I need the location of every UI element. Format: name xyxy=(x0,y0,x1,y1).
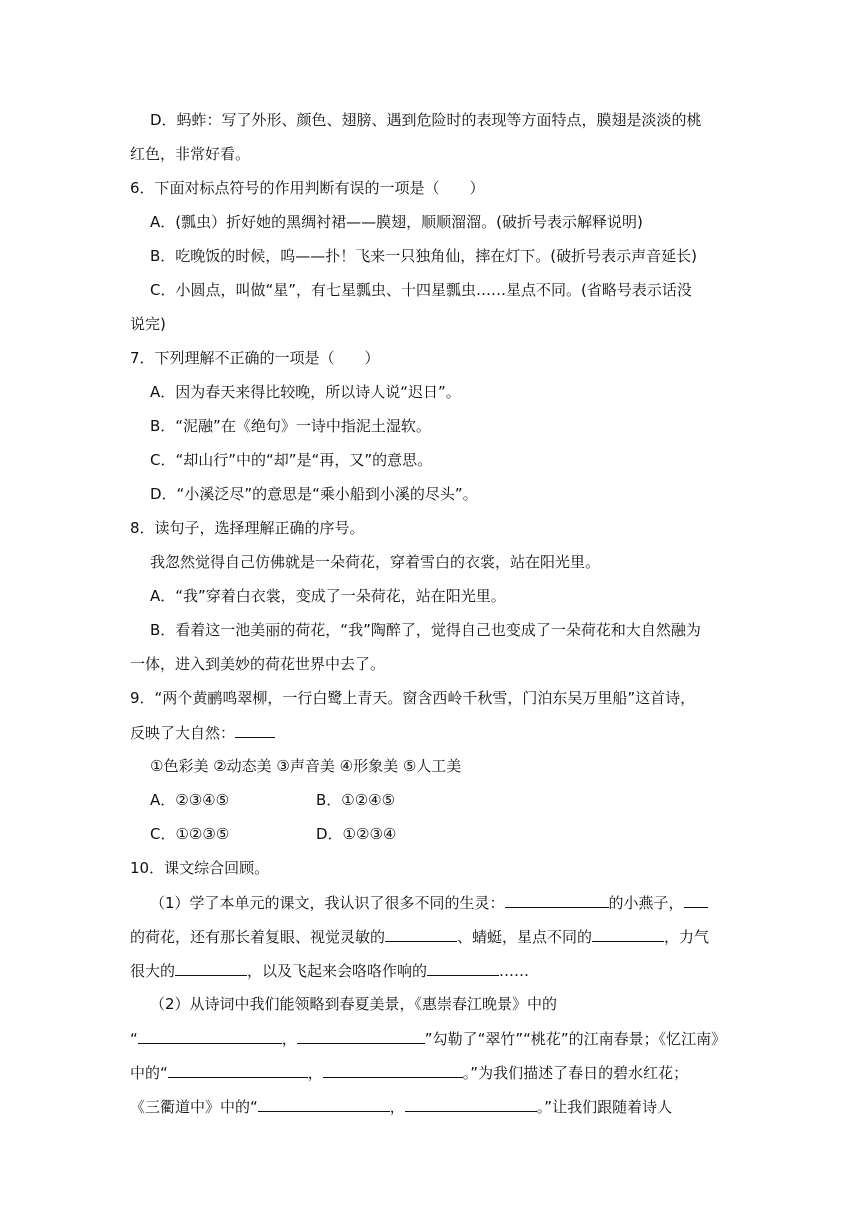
answer-blank xyxy=(684,891,708,908)
q10-text: ，以及飞起来会咯咯作响的 xyxy=(247,962,428,980)
q10-part2-line1: （2）从诗词中我们能领略到春夏美景，《惠崇春江晚景》中的 xyxy=(150,995,558,1013)
option-9b: B．①②④⑤ xyxy=(316,791,396,809)
q10-text: ”勾勒了“翠竹”“桃花”的江南春景；《忆江南》 xyxy=(424,1030,727,1048)
question-8: 8．读句子，选择理解正确的序号。 xyxy=(130,519,365,537)
answer-blank xyxy=(175,959,247,976)
text-line: D．蚂蚱：写了外形、颜色、翅膀、遇到危险时的表现等方面特点，膜翅是淡淡的桃 xyxy=(150,111,702,129)
question-9-tail: 反映了大自然： xyxy=(130,724,236,742)
text-line: 说完) xyxy=(130,315,166,333)
q10-text: ，力气 xyxy=(664,928,710,946)
question-9: 9．“两个黄鹂鸣翠柳，一行白鹭上青天。窗含西岭千秋雪，门泊东吴万里船”这首诗， xyxy=(130,689,696,707)
q10-text: 。”为我们描述了春日的碧水红花； xyxy=(462,1064,689,1082)
q10-text: 《三衢道中》中的“ xyxy=(130,1098,258,1116)
q10-part1-line2 xyxy=(130,925,830,948)
answer-blank xyxy=(427,959,499,976)
q10-text: 中的“ xyxy=(130,1064,168,1082)
q10-part1-line1 xyxy=(150,891,830,914)
option-7a: A．因为春天来得比较晚，所以诗人说“迟日”。 xyxy=(150,383,461,401)
quote-sentence: 我忽然觉得自己仿佛就是一朵荷花，穿着雪白的衣裳，站在阳光里。 xyxy=(150,553,601,571)
answer-blank xyxy=(297,1027,425,1044)
answer-blank xyxy=(258,1095,390,1112)
answer-blank xyxy=(138,1027,282,1044)
answer-blank xyxy=(235,721,275,738)
q10-part2-line3 xyxy=(130,1061,830,1084)
option-6b: B．吃晚饭的时候，呜——扑！飞来一只独角仙，摔在灯下。(破折号表示声音延长) xyxy=(150,247,697,265)
q10-part2-line2 xyxy=(130,1027,830,1050)
answer-blank xyxy=(592,925,664,942)
option-8a: A．“我”穿着白衣裳，变成了一朵荷花，站在阳光里。 xyxy=(150,587,506,605)
question-10: 10．课文综合回顾。 xyxy=(130,859,270,877)
q10-part1-line3 xyxy=(130,959,830,982)
option-8b: B．看着这一池美丽的荷花，“我”陶醉了，觉得自己也变成了一朵荷花和大自然融为 xyxy=(150,621,701,639)
q10-part2-line4 xyxy=(130,1095,830,1118)
q10-text: ， xyxy=(389,1098,405,1116)
q10-text: 、蜻蜓，星点不同的 xyxy=(457,928,593,946)
answer-blank xyxy=(405,1095,537,1112)
q10-text: ， xyxy=(281,1030,297,1048)
text-line: 红色，非常好看。 xyxy=(130,145,251,163)
q10-text: 很大的 xyxy=(130,962,176,980)
answer-blank xyxy=(505,891,609,908)
option-9c: C．①②③⑤ xyxy=(150,825,230,843)
q10-text: 的荷花，还有那长着复眼、视觉灵敏的 xyxy=(130,928,386,946)
q10-text: （1）学了本单元的课文，我认识了很多不同的生灵： xyxy=(150,894,505,912)
question-6: 6．下面对标点符号的作用判断有误的一项是（ ） xyxy=(130,179,485,197)
answer-blank xyxy=(385,925,457,942)
option-7b: B．“泥融”在《绝句》一诗中指泥土湿软。 xyxy=(150,417,431,435)
q10-text: 的小燕子， xyxy=(608,894,684,912)
option-6a: A．(瓢虫）折好她的黑绸衬裙——膜翅，顺顺溜溜。(破折号表示解释说明) xyxy=(150,213,643,231)
option-9a: A．②③④⑤ xyxy=(150,791,230,809)
choice-list: ①色彩美 ②动态美 ③声音美 ④形象美 ⑤人工美 xyxy=(150,757,462,775)
q10-text: ， xyxy=(307,1064,323,1082)
answer-blank xyxy=(323,1061,463,1078)
option-7d: D．“小溪泛尽”的意思是“乘小船到小溪的尽头”。 xyxy=(150,485,478,503)
text-line: 一体，进入到美妙的荷花世界中去了。 xyxy=(130,655,386,673)
q10-text: “ xyxy=(130,1030,138,1048)
q10-text: 。”让我们跟随着诗人 xyxy=(536,1098,673,1116)
answer-blank xyxy=(168,1061,308,1078)
question-7: 7．下列理解不正确的一项是（ ） xyxy=(130,349,380,367)
option-6c: C．小圆点，叫做“星”，有七星瓢虫、十四星瓢虫……星点不同。(省略号表示话没 xyxy=(150,281,692,299)
option-9d: D．①②③④ xyxy=(316,825,397,843)
option-7c: C．“却山行”中的“却”是“再，又”的意思。 xyxy=(150,451,433,469)
text-line xyxy=(130,721,830,744)
q10-text: …… xyxy=(499,962,530,980)
